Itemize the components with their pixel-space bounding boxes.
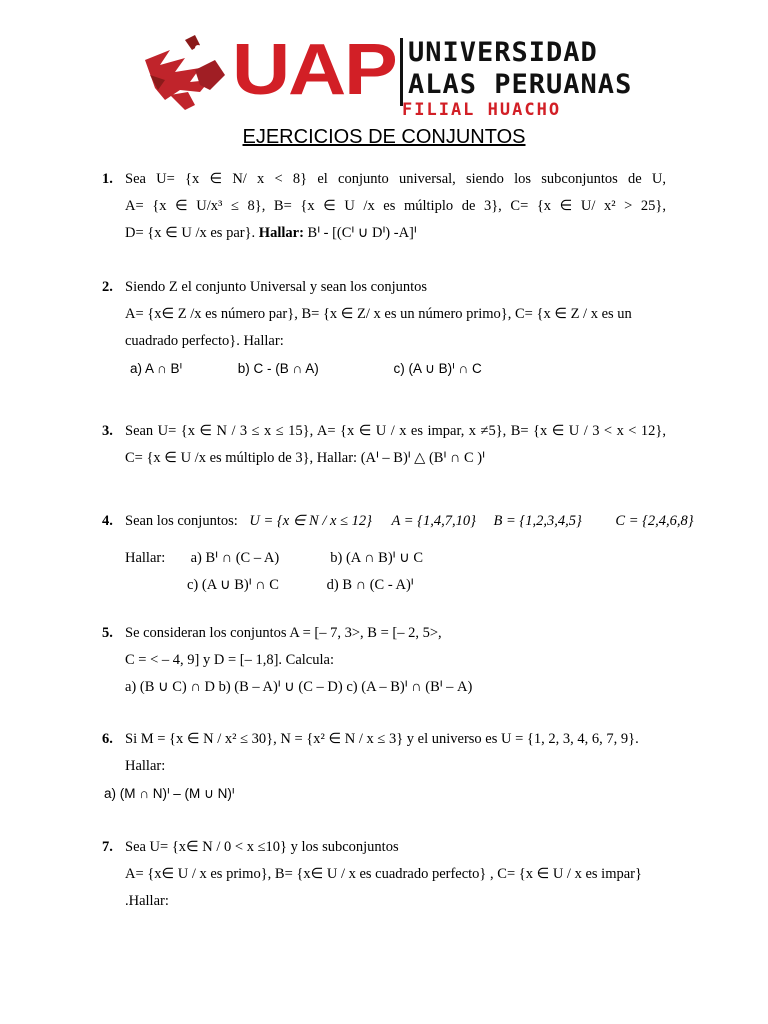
part-b: b) C - (B ∩ A) xyxy=(237,361,319,376)
exercise-number: 1. xyxy=(102,171,113,187)
exercise-intro: Sean los conjuntos: xyxy=(125,513,238,529)
exercise-2 xyxy=(102,274,666,382)
exercise-line: A= {x∈ Z /x es número par}, B= {x ∈ Z/ x es un número primo}, C= {x ∈ Z / x es un xyxy=(125,306,632,322)
exercise-parts xyxy=(130,355,666,382)
exercise-line: cuadrado perfecto}. Hallar: xyxy=(125,333,284,349)
set-u: U = {x ∈ N / x ≤ 12} xyxy=(249,513,372,529)
part-a: a) A ∩ Bᑊ xyxy=(130,361,183,376)
hallar-label: Hallar: xyxy=(125,550,166,566)
exercise-parts xyxy=(125,545,666,572)
part-c: c) (A ∪ B)ᑊ ∩ C xyxy=(393,361,482,376)
exercise-number: 2. xyxy=(102,279,113,295)
exercise-line: Sea U= {x ∈ N/ x < 8} el conjunto universal, siendo los subconjuntos de U, xyxy=(125,171,666,187)
exercise-line: Si M = {x ∈ N / x² ≤ 30}, N = {x² ∈ N / x ≤ 3} y el universo es U = {1, 2, 3, 4, 6, 7, 9}. xyxy=(125,731,639,747)
part-a: a) Bᑊ ∩ (C – A) xyxy=(190,550,280,566)
set-b: B = {1,2,3,4,5} xyxy=(493,513,582,529)
part-b: b) (A ∩ B)ᑊ ∪ C xyxy=(330,550,423,566)
exercise-5 xyxy=(102,620,666,701)
exercise-line xyxy=(125,508,694,535)
part-c: c) (A ∪ B)ᑊ ∩ C xyxy=(187,577,279,593)
set-c: C = {2,4,6,8} xyxy=(615,513,694,529)
part-a: a) (M ∩ N)ᑊ – (M ∪ N)ᑊ xyxy=(104,786,235,801)
hallar-label: Hallar: xyxy=(258,225,304,241)
exercise-number: 5. xyxy=(102,625,113,641)
set-a: A = {1,4,7,10} xyxy=(391,513,476,529)
exercise-line: Sea U= {x∈ N / 0 < x ≤10} y los subconjuntos xyxy=(125,839,399,855)
university-name-line2: ALAS PERUANAS xyxy=(408,69,633,100)
exercise-line: .Hallar: xyxy=(125,893,169,909)
exercise-line: A= {x∈ U / x es primo}, B= {x∈ U / x es cuadrado perfecto} , C= {x ∈ U / x es impar} xyxy=(125,866,642,882)
page-title: EJERCICIOS DE CONJUNTOS xyxy=(242,126,526,148)
header-logo xyxy=(140,30,635,118)
exercise-line: Se consideran los conjuntos A = [– 7, 3>, B = [– 2, 5>, xyxy=(125,625,442,641)
exercise-line: Sean U= {x ∈ N / 3 ≤ x ≤ 15}, A= {x ∈ U / x es impar, x ≠5}, B= {x ∈ U / 3 < x < 12}, xyxy=(125,423,666,439)
exercise-line xyxy=(125,220,666,247)
exercise-7 xyxy=(102,834,666,915)
exercise-6 xyxy=(102,726,666,807)
branch-name: FILIAL HUACHO xyxy=(402,100,562,120)
exercise-parts xyxy=(187,572,666,599)
exercise-line: C = < – 4, 9] y D = [– 1,8]. Calcula: xyxy=(125,652,334,668)
header-divider xyxy=(400,38,403,106)
hallar-expression: Bᑊ - [(Cᑊ ∪ Dᑊ) -A]ᑊ xyxy=(307,225,417,241)
exercise-text: D= {x ∈ U /x es par}. xyxy=(125,225,256,241)
exercise-number: 3. xyxy=(102,423,113,439)
spacer xyxy=(125,535,666,545)
university-name-line1: UNIVERSIDAD xyxy=(408,37,598,68)
part-d: d) B ∩ (C - A)ᑊ xyxy=(326,577,414,593)
exercise-line: A= {x ∈ U/x³ ≤ 8}, B= {x ∈ U /x es múltiplo de 3}, C= {x ∈ U/ x² > 25}, xyxy=(125,198,666,214)
exercise-number: 4. xyxy=(102,513,113,529)
exercise-number: 6. xyxy=(102,731,113,747)
exercise-line: Hallar: xyxy=(125,758,166,774)
exercise-number: 7. xyxy=(102,839,113,855)
condor-emblem-icon xyxy=(140,30,235,118)
exercise-3 xyxy=(102,418,666,472)
logo-uap-text: UAP xyxy=(232,30,396,110)
exercise-line: a) (B ∪ C) ∩ D b) (B – A)ᑊ ∪ (C – D) c) (A – B)ᑊ ∩ (Bᑊ – A) xyxy=(125,679,473,695)
exercise-line: Siendo Z el conjunto Universal y sean los conjuntos xyxy=(125,279,428,295)
exercise-line: C= {x ∈ U /x es múltiplo de 3}, Hallar: (Aᑊ – B)ᑊ △ (Bᑊ ∩ C )ᑊ xyxy=(125,450,485,466)
exercise-4 xyxy=(102,508,694,599)
exercise-1 xyxy=(102,166,666,247)
